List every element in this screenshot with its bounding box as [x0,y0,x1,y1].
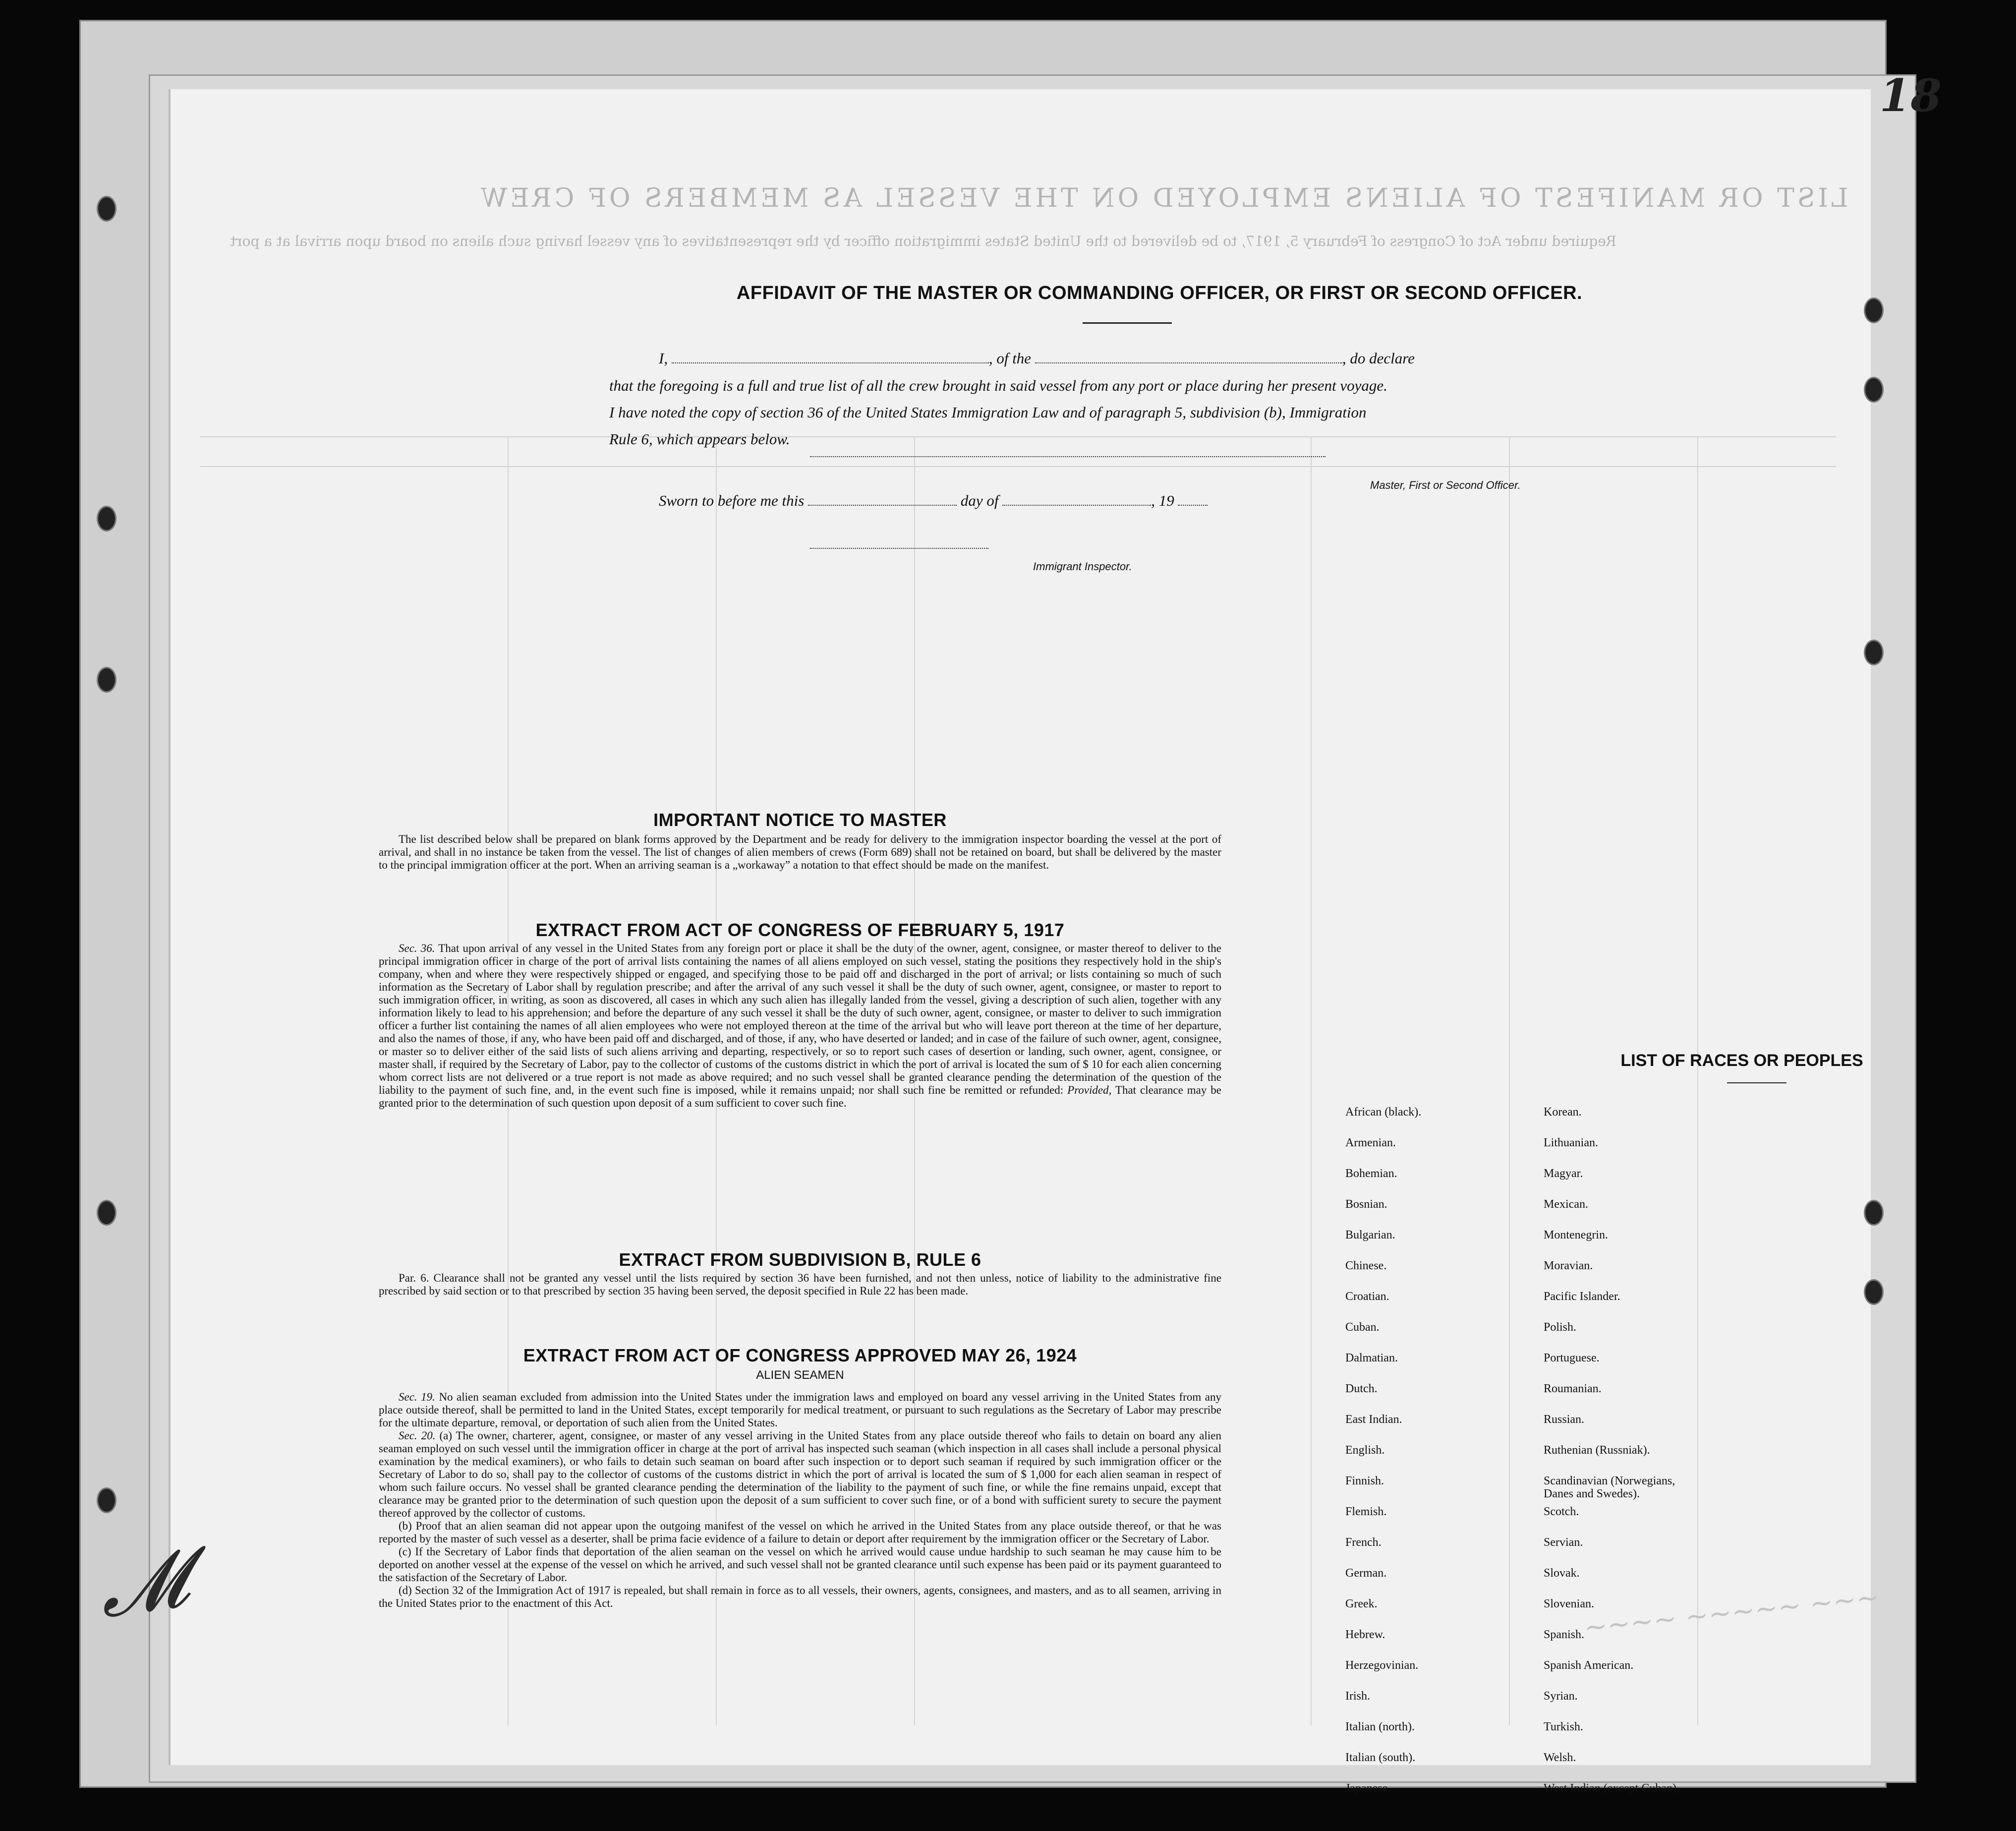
affidavit-line-1 [659,350,1415,367]
sec20c-paragraph: (c) If the Secretary of Labor finds that deportation of the alien seaman on the vessel on which he arrived would cause undue hardship to such seaman he may cause him to be deported on another vessel at the expense of the vessel on which he arrived, and such vessel shall not be granted clearance until such expense has been paid or its payment guaranteed to the satisfaction of the Secretary of Labor. [379,1545,1221,1584]
extract-1917-title: EXTRACT FROM ACT OF CONGRESS OF FEBRUARY 5, 1917 [535,920,1065,940]
race-item: Lithuanian. [1544,1136,1598,1149]
race-item: Syrian. [1544,1690,1578,1703]
race-item: English. [1345,1444,1385,1457]
sworn-date-blank[interactable] [808,505,957,506]
race-item: Magyar. [1544,1167,1583,1180]
extract-1924-text [379,1391,1221,1610]
race-item: Slovak. [1544,1567,1580,1580]
declare-label: , do declare [1342,350,1415,367]
master-signature-label: Master, First or Second Officer. [1370,479,1521,491]
punch-hole [97,506,116,532]
race-item: Ruthenian (Russniak). [1544,1444,1650,1457]
races-title: LIST OF RACES OR PEOPLES [1620,1051,1863,1070]
sec36-label: Sec. 36. [399,942,435,954]
race-item: Irish. [1345,1690,1370,1703]
sworn-prefix: Sworn to before me this [659,492,805,509]
races-rule [1727,1082,1786,1083]
race-item: Flemish. [1345,1505,1387,1518]
race-item: Scandinavian (Norwegians, Danes and Swedes). [1544,1475,1675,1500]
race-item: Mexican. [1544,1198,1588,1211]
affidavit-line-2: that the foregoing is a full and true list of all the crew brought in said vessel from any port or place during her present voyage. [609,377,1387,394]
race-item: Korean. [1544,1106,1582,1119]
race-item: Scotch. [1544,1505,1579,1518]
sec20a-paragraph [379,1429,1221,1520]
sec20b-paragraph: (b) Proof that an alien seaman did not appear upon the outgoing manifest of the vessel on which he arrived in the United States from any place outside thereof, or that he was reported by the master of such vessel as a deserter, shall be prima facie evidence of a failure to detain or deport after requirement by the immigration officer or the Secretary of Labor. [379,1520,1221,1545]
race-item: Spanish American. [1544,1659,1634,1672]
race-item: Cuban. [1345,1321,1380,1334]
notice-title: IMPORTANT NOTICE TO MASTER [653,810,947,830]
race-item: Montenegrin. [1544,1229,1608,1241]
sec36-text: That upon arrival of any vessel in the United States from any foreign port or place it shall be the duty of the owner, agent, consignee, or master thereof to deliver to the principal immigration officer in charge of the port of arrival lists containing the names of all aliens employed on such vessel, stating the positions they respectively hold in the ship's company, when and where they were respectively shipped or engaged, and specifying those to be paid off and discharged in the port of arrival; or lists containing so much of such information as the Secretary of Labor shall by regulation prescribe; and after the arrival of any such vessel it shall be the duty of such owner, agent, consignee, or master to report to such immigration officer, in writing, as soon as discovered, all cases in which any such alien has illegally landed from the vessel, giving a description of such alien, together with any information likely to lead to his apprehension; and before the departure of any such vessel it shall be the duty of such owner, agent, consignee, or master to deliver to such immigration officer a further list containing the names of all alien employees who were not employed thereon at the time of the arrival but who will leave port thereon at the time of her departure, and also the names of those, if any, who have been paid off and discharged, and of those, if any, who have deserted or landed; and in case of the failure of such owner, agent, consignee, or master so to deliver either of the said lists of such aliens arriving and departing, respectively, or so to report such cases of desertion or landing, such owner, agent, consignee, or master shall, if required by the Secretary of Labor, pay to the collector of customs of the customs district in which the port of arrival is located the sum of $ 10 for each alien concerning whom correct lists are not delivered or a true report is not made as above required; and no such vessel shall be granted clearance pending the determination of the question of the liability to the payment of such fine, and, in the event such fine is imposed, while it remains unpaid; nor shall such fine be remitted or refunded: [379,942,1221,1096]
punch-hole [1864,1200,1884,1226]
race-item: African (black). [1345,1106,1422,1119]
race-item: Servian. [1544,1536,1583,1549]
vessel-blank[interactable] [1035,362,1342,363]
affidavit-title: AFFIDAVIT OF THE MASTER OR COMMANDING OFFICER, OR FIRST OR SECOND OFFICER. [736,283,1583,303]
punch-hole [1864,377,1884,403]
race-item: Japanese. [1345,1782,1391,1795]
sworn-month-blank[interactable] [1002,505,1151,506]
bleed-through-column [1509,436,1510,1725]
race-item: Slovenian. [1544,1597,1594,1610]
sheet-number: 18 [1879,69,1942,122]
punch-hole [97,1487,116,1513]
sec20-label: Sec. 20. [399,1429,436,1442]
race-item: Italian (north). [1345,1720,1415,1733]
extract-1924-title: EXTRACT FROM ACT OF CONGRESS APPROVED MAY 26, 1924 [523,1345,1077,1365]
race-item: Croatian. [1345,1290,1389,1303]
manifest-back-page [169,89,1881,1795]
alien-seamen-subtitle: ALIEN SEAMEN [756,1368,844,1382]
race-item: Chinese. [1345,1259,1387,1272]
race-item: West Indian (except Cuban). [1544,1782,1679,1795]
extract-rule6-title: EXTRACT FROM SUBDIVISION B, RULE 6 [619,1249,981,1270]
race-item: Russian. [1544,1413,1585,1426]
sec36-paragraph [379,942,1221,1110]
inspector-signature-blank[interactable] [810,456,1325,457]
year-label: , 19 [1151,492,1174,509]
race-item: Welsh. [1544,1751,1576,1764]
notice-paragraph: The list described below shall be prepared on blank forms approved by the Department and be ready for delivery to the immigration inspector boarding the vessel at the port of arrival, and shall in no instance be taken from the vessel. The list of changes of alien members of crews (Form 689) shall not be retained on board, but shall be delivered by the master to the principal immigration officer at the port. When an arriving seaman is a „workaway” a notation to that effect should be made on the manifest. [379,833,1221,871]
extract-rule6-text [379,1272,1221,1298]
handwritten-mark: 𝓜 [93,1531,194,1636]
race-item: Greek. [1345,1597,1378,1610]
rule6-paragraph: Par. 6. Clearance shall not be granted any vessel until the lists required by section 36 have been furnished, and not then unless, notice of liability to the administrative fine prescribed by said section or to that prescribed by section 35 having been served, the deposit specified in Rule 22 has been made. [379,1272,1221,1297]
race-item: Moravian. [1544,1259,1593,1272]
affidavit-line-3: I have noted the copy of section 36 of the United States Immigration Law and of paragraph 5, subdivision (b), Immigration [609,404,1367,421]
punch-hole [97,196,116,222]
bleed-through-column [1697,436,1698,1725]
race-item: Bohemian. [1345,1167,1397,1180]
proviso-text: That clearance may be granted prior to the determination of such question upon deposit of a sum sufficient to cover such fine. [379,1084,1221,1109]
punch-hole [1864,297,1884,323]
name-blank[interactable] [672,362,989,363]
race-item: Turkish. [1544,1720,1583,1733]
race-item: Bulgarian. [1345,1229,1395,1241]
race-item: Finnish. [1345,1475,1384,1487]
race-item: Bosnian. [1345,1198,1387,1211]
affidavit-line-4: Rule 6, which appears below. [609,430,790,448]
race-item: Dalmatian. [1345,1352,1398,1364]
punch-hole [97,1200,116,1226]
race-item: Portuguese. [1544,1352,1600,1364]
race-item: Spanish. [1544,1628,1585,1641]
race-item: French. [1345,1536,1382,1549]
title-rule [1083,322,1172,324]
day-of-label: day of [960,492,999,509]
punch-hole [1864,1279,1884,1305]
race-item: Armenian. [1345,1136,1396,1149]
sworn-year-blank[interactable] [1178,505,1208,506]
notice-text [379,833,1221,872]
bleed-through-rule [200,466,1836,467]
inspector-label: Immigrant Inspector. [1033,560,1132,573]
sec19-label: Sec. 19. [399,1391,435,1403]
race-item: German. [1345,1567,1387,1580]
race-item: East Indian. [1345,1413,1402,1426]
race-item: Italian (south). [1345,1751,1416,1764]
bleed-through-subheader: Required under Act of Congress of February 5, 1917, to be delivered to the United States immigration officer by the representatives of any vessel having such aliens on board upon arrival at a port [230,233,1616,249]
race-item: Polish. [1544,1321,1577,1334]
proviso-label: Provided, [1067,1084,1112,1096]
handwritten-bleed-through: ~~~~ ~~~~~ ~~~ [1582,1581,1881,1645]
sec20a-text: (a) The owner, charterer, agent, consignee, or master of any vessel arriving in the United States from any place outside thereof who fails to detain on board any alien seaman employed on such vessel until the immigration officer in charge at the port of arrival has inspected such seaman (which inspection in all cases shall include a personal physical examination by the medical examiners), or who fails to detain such seaman on board after such inspection or to deport such seaman if required by such immigration officer or the Secretary of Labor to do so, shall pay to the collector of customs of the customs district in which the port of arrival is located the sum of $ 1,000 for each alien seaman in respect of whom such failure occurs. No vessel shall be granted clearance pending the determination of the liability to the payment of such fine, or while the fine remains unpaid, except that clearance may be granted prior to the determination of such question upon the deposit of a sum sufficient to cover such fine, or of a bond with sufficient surety to secure the payment thereof approved by the collector of customs. [379,1429,1222,1519]
sworn-line [659,492,1208,510]
inspector-signature-blank-2[interactable] [810,548,988,549]
extract-1917-text [379,942,1221,1110]
punch-hole [1864,640,1884,665]
affidavit-i-label: I, [659,350,668,367]
bleed-through-column [1311,436,1312,1725]
sec19-text: No alien seaman excluded from admission into the United States under the immigration laws and employed on board any vessel arriving in the United States from any place outside thereof, shall be permitted to land in the United States, except temporarily for medical treatment, or pursuant to such regulations as the Secretary of Labor may prescribe for the ultimate departure, removal, or deportation of such alien from the United States. [379,1391,1221,1429]
race-item: Dutch. [1345,1382,1378,1395]
sec19-paragraph [379,1391,1221,1429]
race-item: Herzegovinian. [1345,1659,1419,1672]
bleed-through-rule [200,436,1836,437]
race-item: Pacific Islander. [1544,1290,1620,1303]
of-the-label: , of the [988,350,1032,367]
bleed-through-header: LIST OR MANIFEST OF ALIENS EMPLOYED ON THE VESSEL AS MEMBERS OF CREW [478,183,1848,213]
race-item: Roumanian. [1544,1382,1602,1395]
race-item: Hebrew. [1345,1628,1385,1641]
punch-hole [97,667,116,693]
sec20d-paragraph: (d) Section 32 of the Immigration Act of 1917 is repealed, but shall remain in force as to all vessels, their owners, agents, consignees, and masters, and as to all seamen, arriving in the United States prior to the enactment of this Act. [379,1584,1221,1609]
